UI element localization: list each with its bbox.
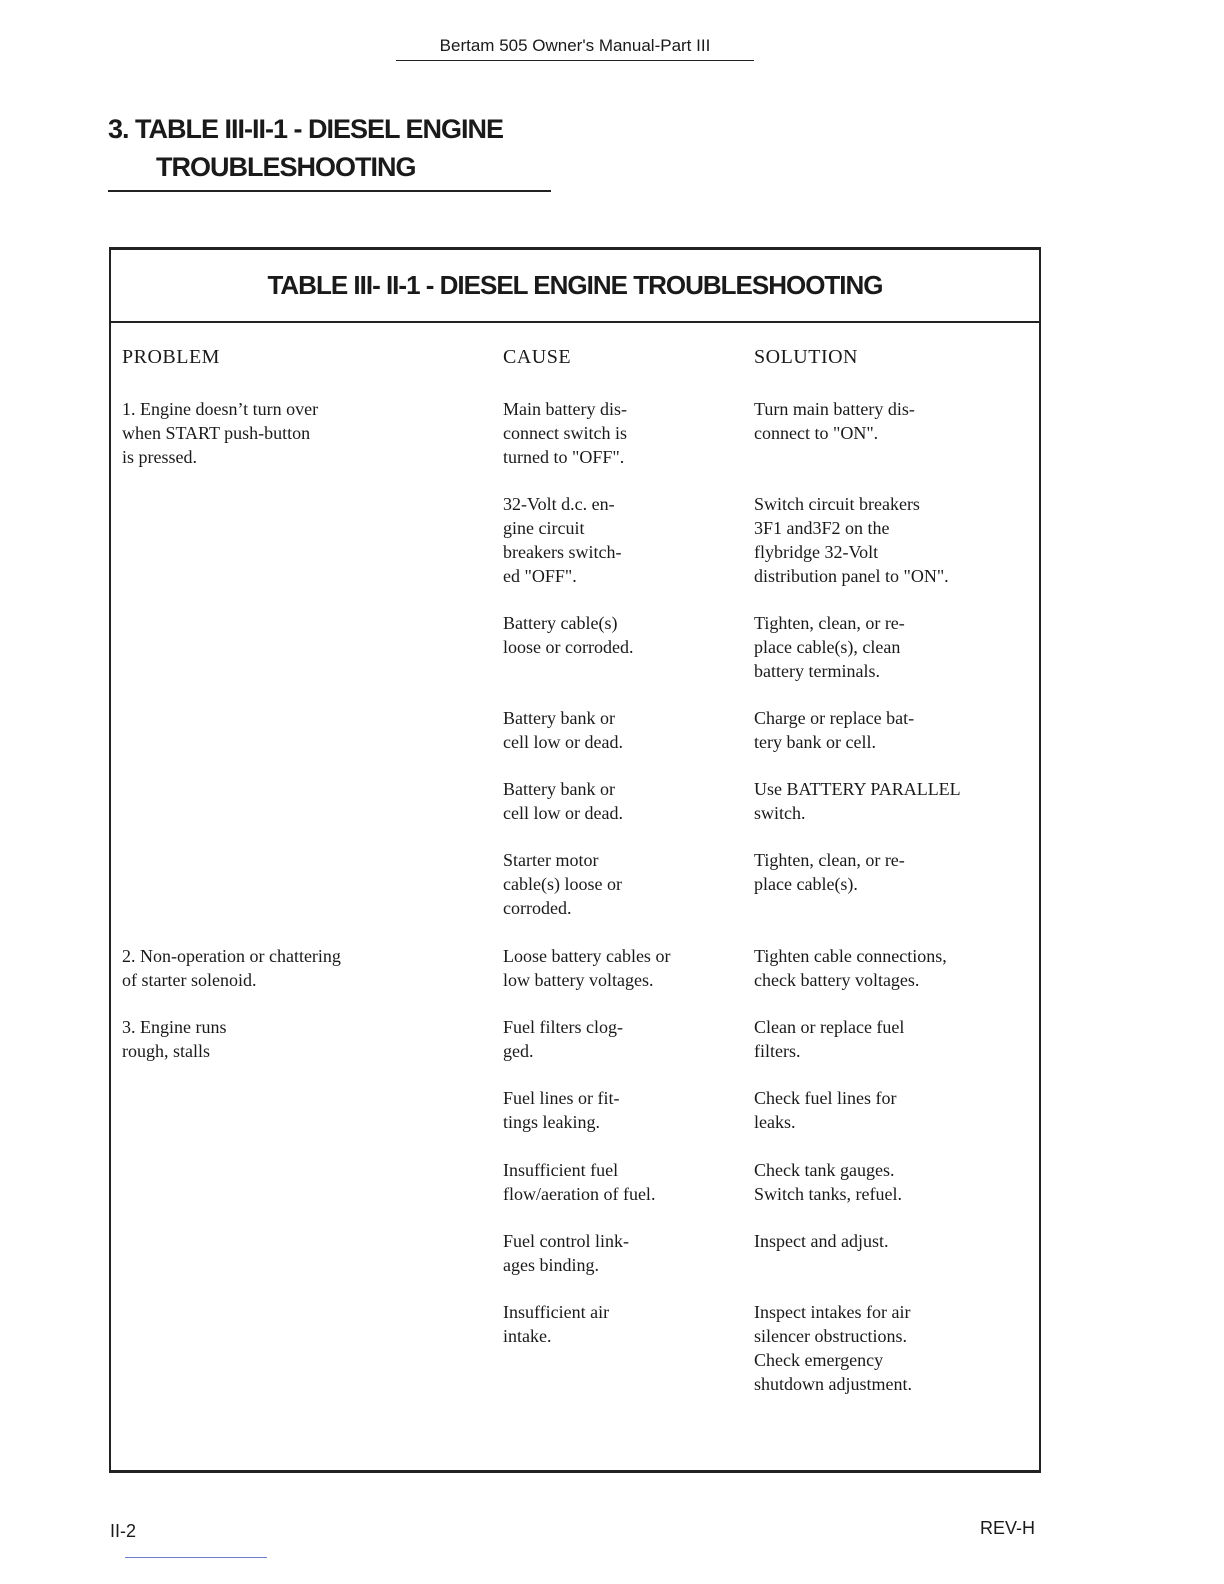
problem-3: 3. Engine runs rough, stalls: [122, 1017, 227, 1061]
cause-8: Fuel filters clog- ged.: [503, 1017, 623, 1061]
table-caption: TABLE III- II-1 - DIESEL ENGINE TROUBLESHOOTING: [111, 250, 1039, 323]
solution-2: Switch circuit breakers 3F1 and3F2 on the flybridge 32-Volt distribution panel to "ON".: [754, 494, 949, 586]
cause-7: Loose battery cables or low battery voltages.: [503, 946, 671, 990]
page-number: II-2: [110, 1521, 137, 1541]
solution-5: Use BATTERY PARALLEL switch.: [754, 779, 961, 823]
solution-3: Tighten, clean, or re- place cable(s), clean battery terminals.: [754, 613, 905, 681]
cause-3: Battery cable(s) loose or corroded.: [503, 613, 634, 657]
cause-12: Insufficient air intake.: [503, 1302, 610, 1346]
solution-7: Tighten cable connections, check battery voltages.: [754, 946, 947, 990]
solution-9: Check fuel lines for leaks.: [754, 1088, 897, 1132]
footer-rule: [125, 1557, 267, 1558]
cause-10: Insufficient fuel flow/aeration of fuel.: [503, 1160, 656, 1204]
solution-11: Inspect and adjust.: [754, 1231, 889, 1251]
section-title-line-2: TROUBLESHOOTING: [156, 152, 416, 182]
column-header-cause: CAUSE: [503, 346, 572, 368]
solution-8: Clean or replace fuel filters.: [754, 1017, 905, 1061]
column-header-problem: PROBLEM: [122, 346, 220, 368]
problem-2: 2. Non-operation or chattering of starter solenoid.: [122, 946, 341, 990]
cause-2: 32-Volt d.c. en- gine circuit breakers switch- ed "OFF".: [503, 494, 622, 586]
solution-12: Inspect intakes for air silencer obstructions. Check emergency shutdown adjustment.: [754, 1302, 912, 1394]
running-header: Bertam 505 Owner's Manual-Part III: [396, 36, 754, 61]
column-header-solution: SOLUTION: [754, 346, 858, 368]
cause-9: Fuel lines or fit- tings leaking.: [503, 1088, 620, 1132]
troubleshooting-table: [109, 247, 1041, 1473]
solution-6: Tighten, clean, or re- place cable(s).: [754, 850, 905, 894]
cause-4: Battery bank or cell low or dead.: [503, 708, 623, 752]
problem-1: 1. Engine doesn’t turn over when START push-button is pressed.: [122, 399, 319, 467]
cause-6: Starter motor cable(s) loose or corroded.: [503, 850, 622, 918]
section-title-line-1: 3. TABLE III-II-1 - DIESEL ENGINE: [108, 114, 504, 144]
solution-4: Charge or replace bat- tery bank or cell.: [754, 708, 915, 752]
solution-1: Turn main battery dis- connect to "ON".: [754, 399, 915, 443]
section-title: [108, 110, 551, 192]
solution-10: Check tank gauges. Switch tanks, refuel.: [754, 1160, 902, 1204]
cause-5: Battery bank or cell low or dead.: [503, 779, 623, 823]
cause-11: Fuel control link- ages binding.: [503, 1231, 629, 1275]
cause-1: Main battery dis- connect switch is turned to "OFF".: [503, 399, 627, 467]
revision-label: REV-H: [980, 1518, 1036, 1538]
